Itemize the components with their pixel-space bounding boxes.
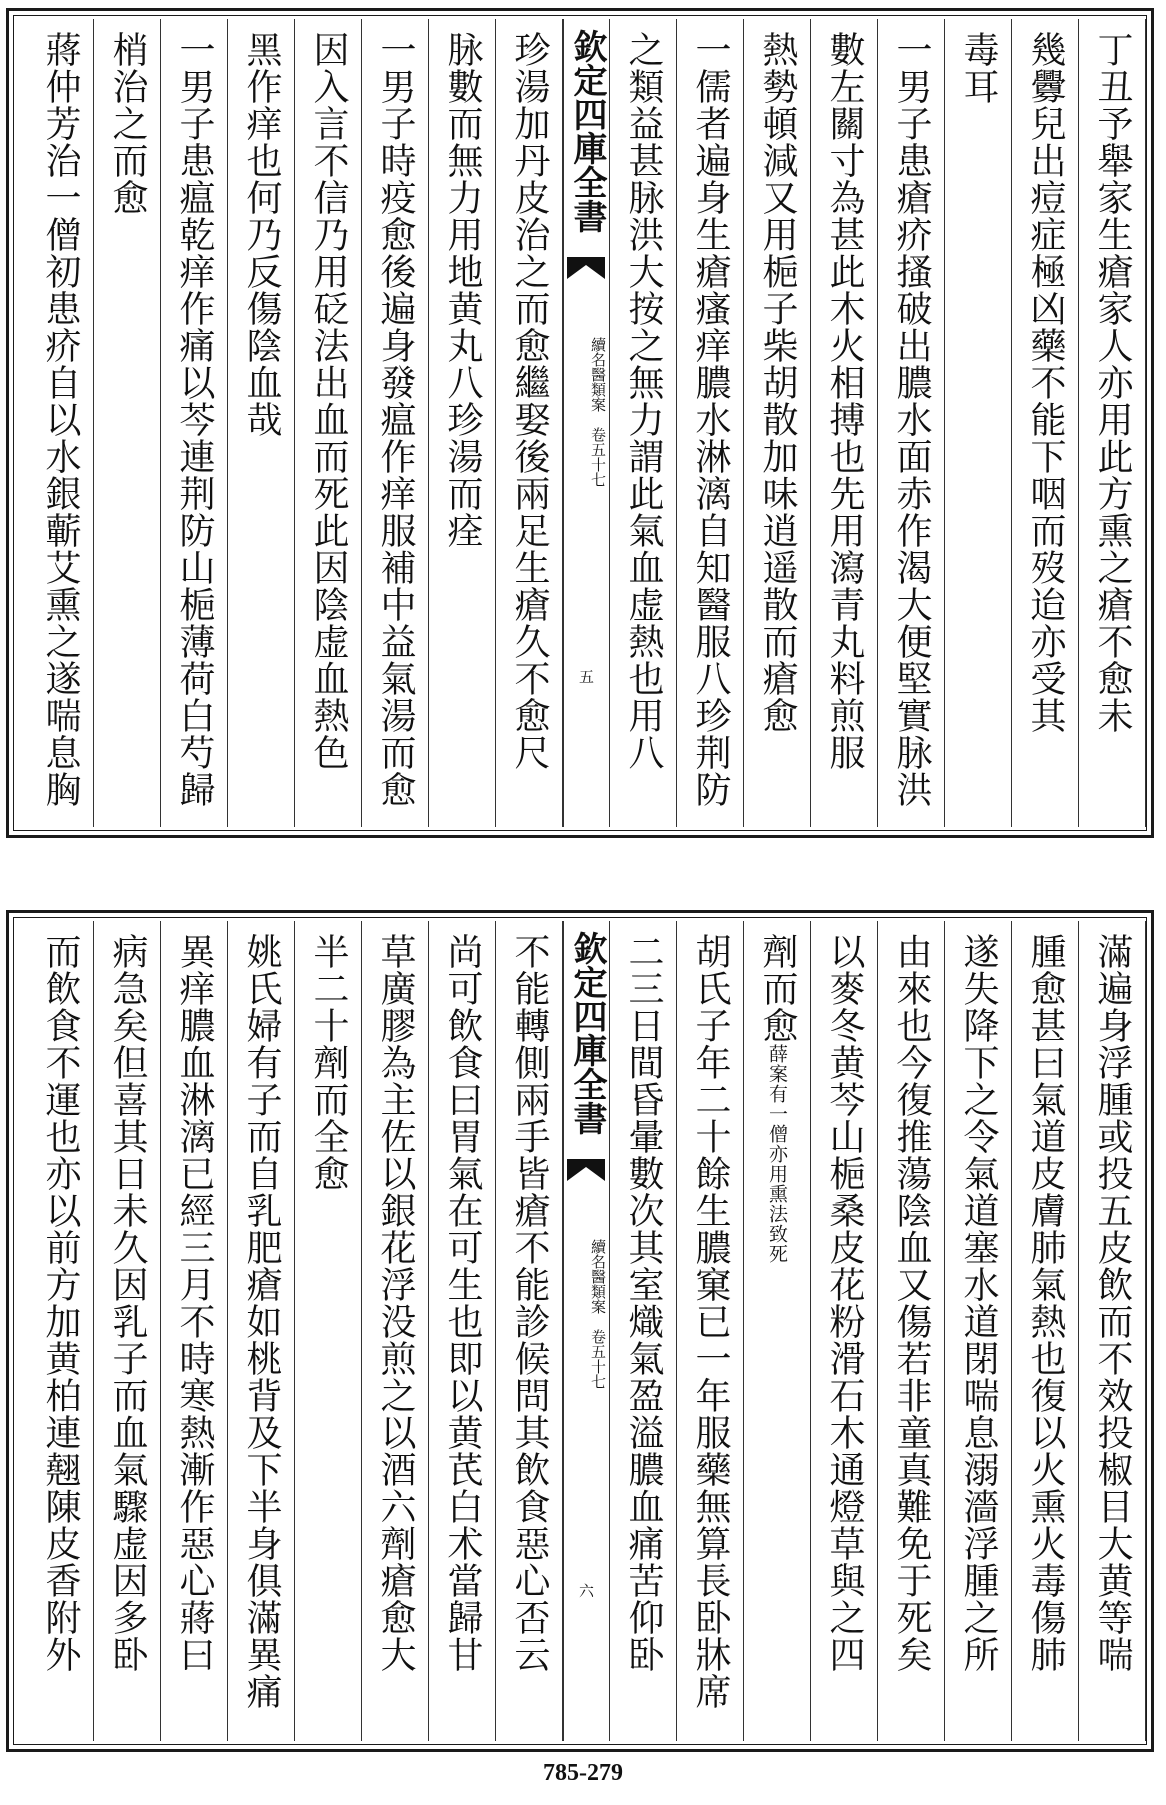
text-column: [677, 19, 744, 827]
center-gutter: [563, 19, 610, 827]
text-column: [429, 921, 496, 1741]
text-column: [362, 19, 429, 827]
book-title: 欽定四庫全書: [567, 931, 607, 1135]
column-text: 二三日間昏暈數次其室熾氣盈溢膿血痛苦仰卧: [623, 933, 664, 1673]
column-text: 幾釁兒出痘症極凶藥不能下咽而歿迨亦受其: [1025, 31, 1066, 734]
top-page: [6, 8, 1154, 838]
text-column: [27, 921, 94, 1741]
column-text: 遂失降下之令氣道塞水道閉喘息溺濇浮腫之所: [958, 933, 999, 1673]
page-number: 785-279: [543, 1760, 623, 1786]
bottom-page-columns: [17, 921, 1143, 1741]
column-text: 蔣仲芳治一僧初患疥自以水銀蘄艾熏之遂喘息胸: [40, 31, 81, 808]
column-text: 數左關寸為甚此木火相搏也先用瀉青丸料煎服: [824, 31, 865, 771]
book-subtitle: 續名醫類案 卷五十七: [589, 337, 607, 487]
fish-tail-icon: [567, 1159, 605, 1181]
column-text: [744, 921, 810, 1741]
bottom-page: [6, 910, 1154, 1752]
text-column: [610, 19, 677, 827]
column-text: 黑作痒也何乃反傷陰血哉: [241, 31, 282, 438]
column-text: 脉數而無力用地黄丸八珍湯而痊: [442, 31, 483, 549]
text-column: [811, 19, 878, 827]
text-column: [429, 19, 496, 827]
text-column: [811, 921, 878, 1741]
column-text: 一男子時疫愈後遍身發瘟作痒服補中益氣湯而愈: [375, 31, 416, 808]
column-text: 半二十劑而全愈: [308, 933, 349, 1192]
column-text: 之類益甚脉洪大按之無力謂此氣血虚熱也用八: [623, 31, 664, 771]
column-text: 不能轉側兩手皆瘡不能診候問其飲食惡心否云: [509, 933, 550, 1673]
column-text: 因入言不信乃用砭法出血而死此因陰虚血熱色: [308, 31, 349, 771]
column-text: 一男子患瘟乾痒作痛以芩連荆防山梔薄荷白芍歸: [174, 31, 215, 808]
fish-tail-icon: [567, 257, 605, 279]
column-text: 腫愈甚曰氣道皮膚肺氣熱也復以火熏火毒傷肺: [1025, 933, 1066, 1673]
book-subtitle: 續名醫類案 卷五十七: [589, 1239, 607, 1389]
text-column: [744, 19, 811, 827]
column-text: 草廣膠為主佐以銀花浮没煎之以酒六劑瘡愈大: [375, 933, 416, 1673]
column-text: 異痒膿血淋漓已經三月不時寒熱漸作惡心蔣曰: [174, 933, 215, 1673]
book-title: 欽定四庫全書: [567, 29, 607, 233]
column-text: 熱勢頓減又用梔子柴胡散加味逍遥散而瘡愈: [757, 31, 798, 734]
column-text: 病急矣但喜其日未久因乳子而血氣驟虚因多卧: [107, 933, 148, 1673]
text-column: [945, 19, 1012, 827]
text-column: [295, 19, 362, 827]
text-column: [610, 921, 677, 1741]
folio-marker: 六: [578, 1582, 594, 1600]
interlinear-note: 薛案有一僧亦用熏法致死: [766, 1044, 788, 1264]
folio-marker: 五: [578, 668, 594, 686]
column-text: 毒耳: [958, 31, 999, 105]
text-column: [228, 19, 295, 827]
column-text: 一儒者遍身生瘡瘙痒膿水淋漓自知醫服八珍荆防: [690, 31, 731, 808]
column-text: 梢治之而愈: [107, 31, 148, 216]
column-text: 尚可飲食曰胃氣在可生也即以黄芪白术當歸甘: [442, 933, 483, 1673]
column-text: 一男子患瘡疥搔破出膿水面赤作渴大便堅實脉洪: [891, 31, 932, 808]
text-column: [878, 19, 945, 827]
column-text: 胡氏子年二十餘生膿窠已一年服藥無算長卧牀席: [690, 933, 731, 1710]
text-column: [295, 921, 362, 1741]
column-text: 由來也今復推蕩陰血又傷若非童真難免于死矣: [891, 933, 932, 1673]
text-column: [744, 921, 811, 1741]
column-text: 姚氏婦有子而自乳肥瘡如桃背及下半身俱滿異痛: [241, 933, 282, 1710]
column-text: 滿遍身浮腫或投五皮飲而不效投椒目大黄等喘: [1092, 933, 1133, 1673]
center-gutter: [563, 921, 610, 1741]
top-page-columns: [17, 19, 1143, 827]
text-column: [362, 921, 429, 1741]
text-column: [161, 921, 228, 1741]
text-column: [1079, 921, 1146, 1741]
text-column: [878, 921, 945, 1741]
text-column: [1012, 921, 1079, 1741]
column-text: 丁丑予舉家生瘡家人亦用此方熏之瘡不愈未: [1092, 31, 1133, 734]
text-column: [94, 921, 161, 1741]
column-text: 而飲食不運也亦以前方加黄柏連翹陳皮香附外: [40, 933, 81, 1673]
column-text: 以麥冬黄芩山梔桑皮花粉滑石木通燈草與之四: [824, 933, 865, 1673]
text-column: [27, 19, 94, 827]
text-column: [94, 19, 161, 827]
text-column: [1012, 19, 1079, 827]
column-text-main: 劑而愈: [757, 933, 798, 1044]
text-column: [677, 921, 744, 1741]
column-text: 珍湯加丹皮治之而愈繼娶後兩足生瘡久不愈尺: [509, 31, 550, 771]
text-column: [1079, 19, 1146, 827]
text-column: [228, 921, 295, 1741]
text-column: [161, 19, 228, 827]
text-column: [945, 921, 1012, 1741]
text-column: [496, 921, 563, 1741]
text-column: [496, 19, 563, 827]
